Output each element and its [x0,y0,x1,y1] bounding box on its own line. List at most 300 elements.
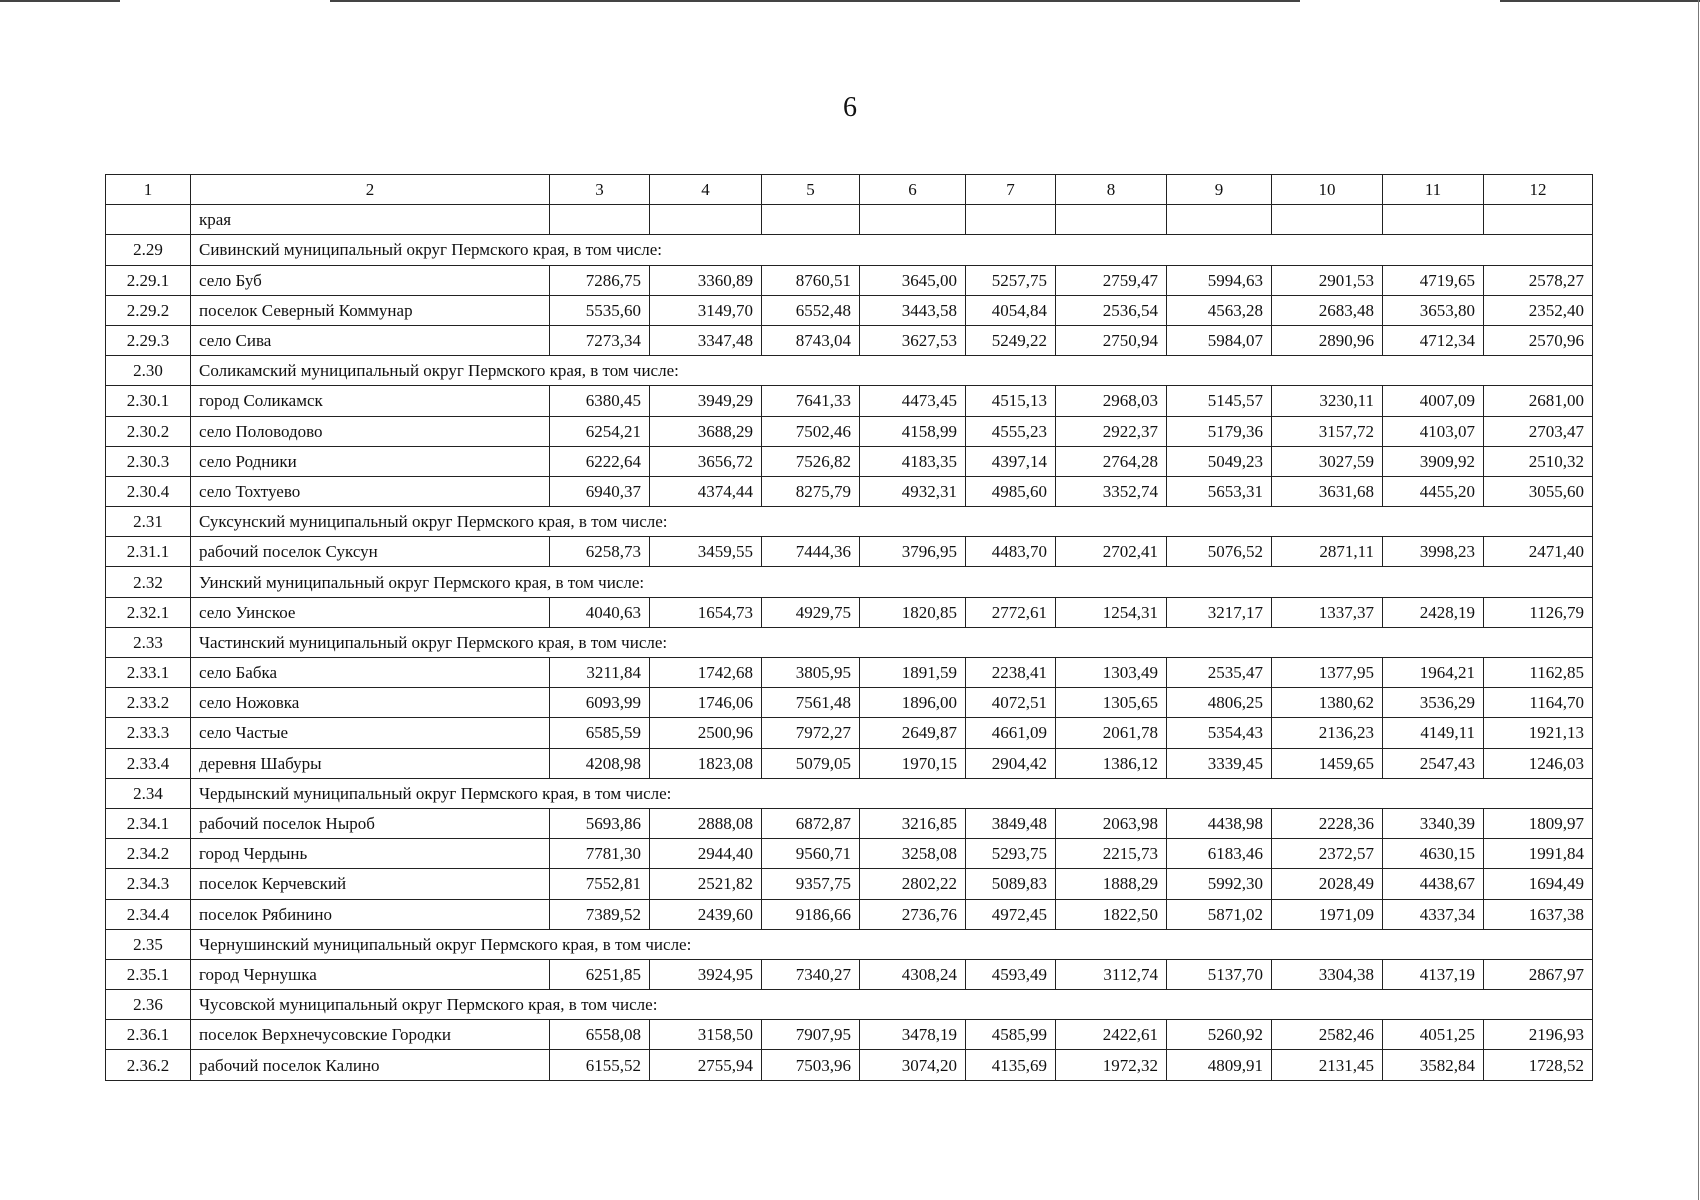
value-cell: 2131,45 [1272,1050,1383,1080]
empty-cell [1383,205,1484,235]
value-cell: 4719,65 [1383,265,1484,295]
empty-cell [1272,205,1383,235]
group-row [106,235,1593,265]
value-cell: 1964,21 [1383,658,1484,688]
row-number: 2.30.4 [106,476,191,506]
column-header: 11 [1383,175,1484,205]
value-cell: 2196,93 [1484,1020,1593,1050]
value-cell: 4158,99 [860,416,966,446]
row-number: 2.29.3 [106,325,191,355]
value-cell: 2471,40 [1484,537,1593,567]
value-cell: 2888,08 [650,808,762,838]
value-cell: 2510,32 [1484,446,1593,476]
row-number: 2.34.2 [106,839,191,869]
value-cell: 1746,06 [650,688,762,718]
value-cell: 1742,68 [650,658,762,688]
empty-cell [550,205,650,235]
value-cell: 4135,69 [966,1050,1056,1080]
empty-cell [1484,205,1593,235]
value-cell: 7972,27 [762,718,860,748]
value-cell: 5249,22 [966,325,1056,355]
value-cell: 6872,87 [762,808,860,838]
value-cell: 2702,41 [1056,537,1167,567]
value-cell: 1254,31 [1056,597,1167,627]
value-cell: 7781,30 [550,839,650,869]
value-cell: 3217,17 [1167,597,1272,627]
value-cell: 2736,76 [860,899,966,929]
value-cell: 2352,40 [1484,295,1593,325]
value-cell: 4555,23 [966,416,1056,446]
table-row [106,1020,1593,1050]
value-cell: 3074,20 [860,1050,966,1080]
value-cell: 1164,70 [1484,688,1593,718]
settlement-name: город Чернушка [191,959,550,989]
value-cell: 3158,50 [650,1020,762,1050]
value-cell: 1822,50 [1056,899,1167,929]
table-row [106,748,1593,778]
table-row [106,839,1593,869]
row-number: 2.32.1 [106,597,191,627]
value-cell: 2681,00 [1484,386,1593,416]
value-cell: 3230,11 [1272,386,1383,416]
empty-cell [1167,205,1272,235]
value-cell: 1823,08 [650,748,762,778]
row-number: 2.30.1 [106,386,191,416]
value-cell: 7389,52 [550,899,650,929]
value-cell: 4483,70 [966,537,1056,567]
value-cell: 4438,98 [1167,808,1272,838]
settlement-name: село Частые [191,718,550,748]
value-cell: 1126,79 [1484,597,1593,627]
value-cell: 6254,21 [550,416,650,446]
value-cell: 3805,95 [762,658,860,688]
value-cell: 2063,98 [1056,808,1167,838]
value-cell: 2228,36 [1272,808,1383,838]
value-cell: 3582,84 [1383,1050,1484,1080]
value-cell: 7561,48 [762,688,860,718]
value-cell: 3352,74 [1056,476,1167,506]
value-cell: 3027,59 [1272,446,1383,476]
value-cell: 5257,75 [966,265,1056,295]
row-number: 2.34 [106,778,191,808]
value-cell: 2439,60 [650,899,762,929]
value-cell: 1694,49 [1484,869,1593,899]
value-cell: 3304,38 [1272,959,1383,989]
value-cell: 1305,65 [1056,688,1167,718]
value-cell: 1162,85 [1484,658,1593,688]
value-cell: 5089,83 [966,869,1056,899]
value-cell: 3627,53 [860,325,966,355]
row-number: 2.36.2 [106,1050,191,1080]
value-cell: 2422,61 [1056,1020,1167,1050]
value-cell: 2772,61 [966,597,1056,627]
table-row [106,658,1593,688]
row-number: 2.30.2 [106,416,191,446]
settlement-name: поселок Керчевский [191,869,550,899]
value-cell: 1970,15 [860,748,966,778]
value-cell: 3909,92 [1383,446,1484,476]
value-cell: 5137,70 [1167,959,1272,989]
value-cell: 6258,73 [550,537,650,567]
value-cell: 2922,37 [1056,416,1167,446]
value-cell: 2750,94 [1056,325,1167,355]
value-cell: 2536,54 [1056,295,1167,325]
value-cell: 4397,14 [966,446,1056,476]
group-row [106,356,1593,386]
group-row [106,929,1593,959]
value-cell: 3656,72 [650,446,762,476]
value-cell: 4972,45 [966,899,1056,929]
table-row [106,476,1593,506]
value-cell: 5354,43 [1167,718,1272,748]
row-number: 2.31 [106,507,191,537]
value-cell: 6585,59 [550,718,650,748]
value-cell: 3055,60 [1484,476,1593,506]
row-number: 2.33 [106,627,191,657]
value-cell: 2582,46 [1272,1020,1383,1050]
value-cell: 5994,63 [1167,265,1272,295]
scan-artifact [0,0,120,2]
row-number: 2.31.1 [106,537,191,567]
value-cell: 1891,59 [860,658,966,688]
value-cell: 4054,84 [966,295,1056,325]
value-cell: 4712,34 [1383,325,1484,355]
value-cell: 1303,49 [1056,658,1167,688]
table-row [106,718,1593,748]
row-number: 2.36.1 [106,1020,191,1050]
column-header: 5 [762,175,860,205]
value-cell: 2890,96 [1272,325,1383,355]
value-cell: 4932,31 [860,476,966,506]
value-cell: 7907,95 [762,1020,860,1050]
value-cell: 2867,97 [1484,959,1593,989]
settlement-name: рабочий поселок Калино [191,1050,550,1080]
group-row [106,507,1593,537]
table-row [106,295,1593,325]
table-row [106,597,1593,627]
value-cell: 4040,63 [550,597,650,627]
value-cell: 5145,57 [1167,386,1272,416]
settlement-name: село Бабка [191,658,550,688]
value-cell: 5293,75 [966,839,1056,869]
value-cell: 1991,84 [1484,839,1593,869]
value-cell: 2968,03 [1056,386,1167,416]
value-cell: 3645,00 [860,265,966,295]
value-cell: 3149,70 [650,295,762,325]
row-number: 2.29 [106,235,191,265]
value-cell: 2901,53 [1272,265,1383,295]
value-cell: 3443,58 [860,295,966,325]
table-row [106,1050,1593,1080]
value-cell: 6222,64 [550,446,650,476]
row-number: 2.29.1 [106,265,191,295]
value-cell: 4593,49 [966,959,1056,989]
empty-cell [762,205,860,235]
table-row [106,959,1593,989]
value-cell: 4585,99 [966,1020,1056,1050]
value-cell: 8275,79 [762,476,860,506]
value-cell: 3157,72 [1272,416,1383,446]
settlement-name: село Ножовка [191,688,550,718]
value-cell: 5179,36 [1167,416,1272,446]
value-cell: 9560,71 [762,839,860,869]
settlement-name: город Соликамск [191,386,550,416]
value-cell: 9186,66 [762,899,860,929]
column-number-row [106,175,1593,205]
group-name: Уинский муниципальный округ Пермского края, в том числе: [191,567,1593,597]
value-cell: 3340,39 [1383,808,1484,838]
value-cell: 2136,23 [1272,718,1383,748]
value-cell: 2521,82 [650,869,762,899]
row-number: 2.30 [106,356,191,386]
value-cell: 8760,51 [762,265,860,295]
row-number: 2.34.4 [106,899,191,929]
table-row [106,325,1593,355]
settlement-name: село Половодово [191,416,550,446]
value-cell: 5260,92 [1167,1020,1272,1050]
value-cell: 4337,34 [1383,899,1484,929]
row-number: 2.29.2 [106,295,191,325]
value-cell: 1386,12 [1056,748,1167,778]
column-header: 1 [106,175,191,205]
value-cell: 3258,08 [860,839,966,869]
table-row [106,808,1593,838]
value-cell: 2238,41 [966,658,1056,688]
value-cell: 1377,95 [1272,658,1383,688]
value-cell: 2372,57 [1272,839,1383,869]
value-cell: 5079,05 [762,748,860,778]
settlement-name: поселок Рябинино [191,899,550,929]
value-cell: 4806,25 [1167,688,1272,718]
value-cell: 2802,22 [860,869,966,899]
value-cell: 2547,43 [1383,748,1484,778]
table-row [106,899,1593,929]
column-header: 3 [550,175,650,205]
value-cell: 1971,09 [1272,899,1383,929]
value-cell: 2028,49 [1272,869,1383,899]
table-row [106,416,1593,446]
value-cell: 3924,95 [650,959,762,989]
settlement-name: село Тохтуево [191,476,550,506]
value-cell: 2535,47 [1167,658,1272,688]
value-cell: 1654,73 [650,597,762,627]
value-cell: 3631,68 [1272,476,1383,506]
value-cell: 7340,27 [762,959,860,989]
column-header: 2 [191,175,550,205]
value-cell: 6251,85 [550,959,650,989]
value-cell: 4149,11 [1383,718,1484,748]
row-number: 2.33.3 [106,718,191,748]
value-cell: 6552,48 [762,295,860,325]
value-cell: 7641,33 [762,386,860,416]
row-number [106,205,191,235]
value-cell: 4007,09 [1383,386,1484,416]
value-cell: 2061,78 [1056,718,1167,748]
value-cell: 7273,34 [550,325,650,355]
value-cell: 5049,23 [1167,446,1272,476]
value-cell: 3653,80 [1383,295,1484,325]
value-cell: 2703,47 [1484,416,1593,446]
column-header: 12 [1484,175,1593,205]
value-cell: 7444,36 [762,537,860,567]
group-name: Чусовской муниципальный округ Пермского края, в том числе: [191,990,1593,1020]
value-cell: 3849,48 [966,808,1056,838]
empty-cell [650,205,762,235]
column-header: 9 [1167,175,1272,205]
value-cell: 3459,55 [650,537,762,567]
value-cell: 6940,37 [550,476,650,506]
value-cell: 4473,45 [860,386,966,416]
value-cell: 4985,60 [966,476,1056,506]
value-cell: 2764,28 [1056,446,1167,476]
value-cell: 2215,73 [1056,839,1167,869]
value-cell: 4661,09 [966,718,1056,748]
value-cell: 2649,87 [860,718,966,748]
value-cell: 2759,47 [1056,265,1167,295]
value-cell: 4208,98 [550,748,650,778]
value-cell: 7526,82 [762,446,860,476]
value-cell: 3216,85 [860,808,966,838]
value-cell: 2755,94 [650,1050,762,1080]
value-cell: 4137,19 [1383,959,1484,989]
group-row [106,627,1593,657]
value-cell: 4103,07 [1383,416,1484,446]
row-number: 2.33.2 [106,688,191,718]
value-cell: 6093,99 [550,688,650,718]
settlement-name: село Уинское [191,597,550,627]
row-number: 2.30.3 [106,446,191,476]
value-cell: 1888,29 [1056,869,1167,899]
value-cell: 3536,29 [1383,688,1484,718]
column-header: 6 [860,175,966,205]
value-cell: 3112,74 [1056,959,1167,989]
table-row [106,386,1593,416]
group-row [106,567,1593,597]
value-cell: 4374,44 [650,476,762,506]
column-header: 10 [1272,175,1383,205]
group-name: Суксунский муниципальный округ Пермского края, в том числе: [191,507,1593,537]
value-cell: 5984,07 [1167,325,1272,355]
row-number: 2.35 [106,929,191,959]
value-cell: 3211,84 [550,658,650,688]
value-cell: 9357,75 [762,869,860,899]
value-cell: 1246,03 [1484,748,1593,778]
value-cell: 5535,60 [550,295,650,325]
table-row [106,265,1593,295]
value-cell: 5076,52 [1167,537,1272,567]
group-name: Частинский муниципальный округ Пермского края, в том числе: [191,627,1593,657]
value-cell: 1380,62 [1272,688,1383,718]
value-cell: 4563,28 [1167,295,1272,325]
value-cell: 1809,97 [1484,808,1593,838]
value-cell: 3688,29 [650,416,762,446]
column-header: 8 [1056,175,1167,205]
column-header: 7 [966,175,1056,205]
value-cell: 4051,25 [1383,1020,1484,1050]
page-number: 6 [843,92,857,123]
value-cell: 3949,29 [650,386,762,416]
group-name: Чернушинский муниципальный округ Пермского края, в том числе: [191,929,1593,959]
value-cell: 3360,89 [650,265,762,295]
row-name: края [191,205,550,235]
row-number: 2.32 [106,567,191,597]
group-name: Сивинский муниципальный округ Пермского края, в том числе: [191,235,1593,265]
scan-edge [1698,0,1699,1200]
value-cell: 1459,65 [1272,748,1383,778]
value-cell: 2570,96 [1484,325,1593,355]
table-row [106,537,1593,567]
empty-cell [860,205,966,235]
value-cell: 4308,24 [860,959,966,989]
scan-artifact [700,0,1300,2]
value-cell: 4630,15 [1383,839,1484,869]
value-cell: 7502,46 [762,416,860,446]
value-cell: 2428,19 [1383,597,1484,627]
row-number: 2.34.1 [106,808,191,838]
group-row [106,990,1593,1020]
value-cell: 8743,04 [762,325,860,355]
value-cell: 6183,46 [1167,839,1272,869]
empty-cell [966,205,1056,235]
value-cell: 2500,96 [650,718,762,748]
value-cell: 7286,75 [550,265,650,295]
value-cell: 4072,51 [966,688,1056,718]
value-cell: 2578,27 [1484,265,1593,295]
table-row [106,869,1593,899]
row-number: 2.36 [106,990,191,1020]
value-cell: 7552,81 [550,869,650,899]
row-number: 2.34.3 [106,869,191,899]
value-cell: 5693,86 [550,808,650,838]
value-cell: 6380,45 [550,386,650,416]
value-cell: 1896,00 [860,688,966,718]
value-cell: 5992,30 [1167,869,1272,899]
settlement-name: рабочий поселок Ныроб [191,808,550,838]
settlement-name: село Сива [191,325,550,355]
value-cell: 4455,20 [1383,476,1484,506]
value-cell: 7503,96 [762,1050,860,1080]
value-cell: 4438,67 [1383,869,1484,899]
settlement-name: город Чердынь [191,839,550,869]
value-cell: 2683,48 [1272,295,1383,325]
value-cell: 4183,35 [860,446,966,476]
group-name: Соликамский муниципальный округ Пермского края, в том числе: [191,356,1593,386]
value-cell: 3339,45 [1167,748,1272,778]
row-number: 2.33.1 [106,658,191,688]
continuation-row [106,205,1593,235]
settlement-name: поселок Северный Коммунар [191,295,550,325]
value-cell: 4929,75 [762,597,860,627]
settlement-name: поселок Верхнечусовские Городки [191,1020,550,1050]
value-cell: 6558,08 [550,1020,650,1050]
empty-cell [1056,205,1167,235]
value-cell: 1337,37 [1272,597,1383,627]
value-cell: 5871,02 [1167,899,1272,929]
value-cell: 1728,52 [1484,1050,1593,1080]
value-cell: 2904,42 [966,748,1056,778]
group-row [106,778,1593,808]
value-cell: 5653,31 [1167,476,1272,506]
value-cell: 2871,11 [1272,537,1383,567]
value-cell: 1637,38 [1484,899,1593,929]
value-cell: 2944,40 [650,839,762,869]
table-row [106,446,1593,476]
settlement-name: село Родники [191,446,550,476]
value-cell: 1972,32 [1056,1050,1167,1080]
value-cell: 3796,95 [860,537,966,567]
tariff-table [105,174,1593,1081]
row-number: 2.35.1 [106,959,191,989]
